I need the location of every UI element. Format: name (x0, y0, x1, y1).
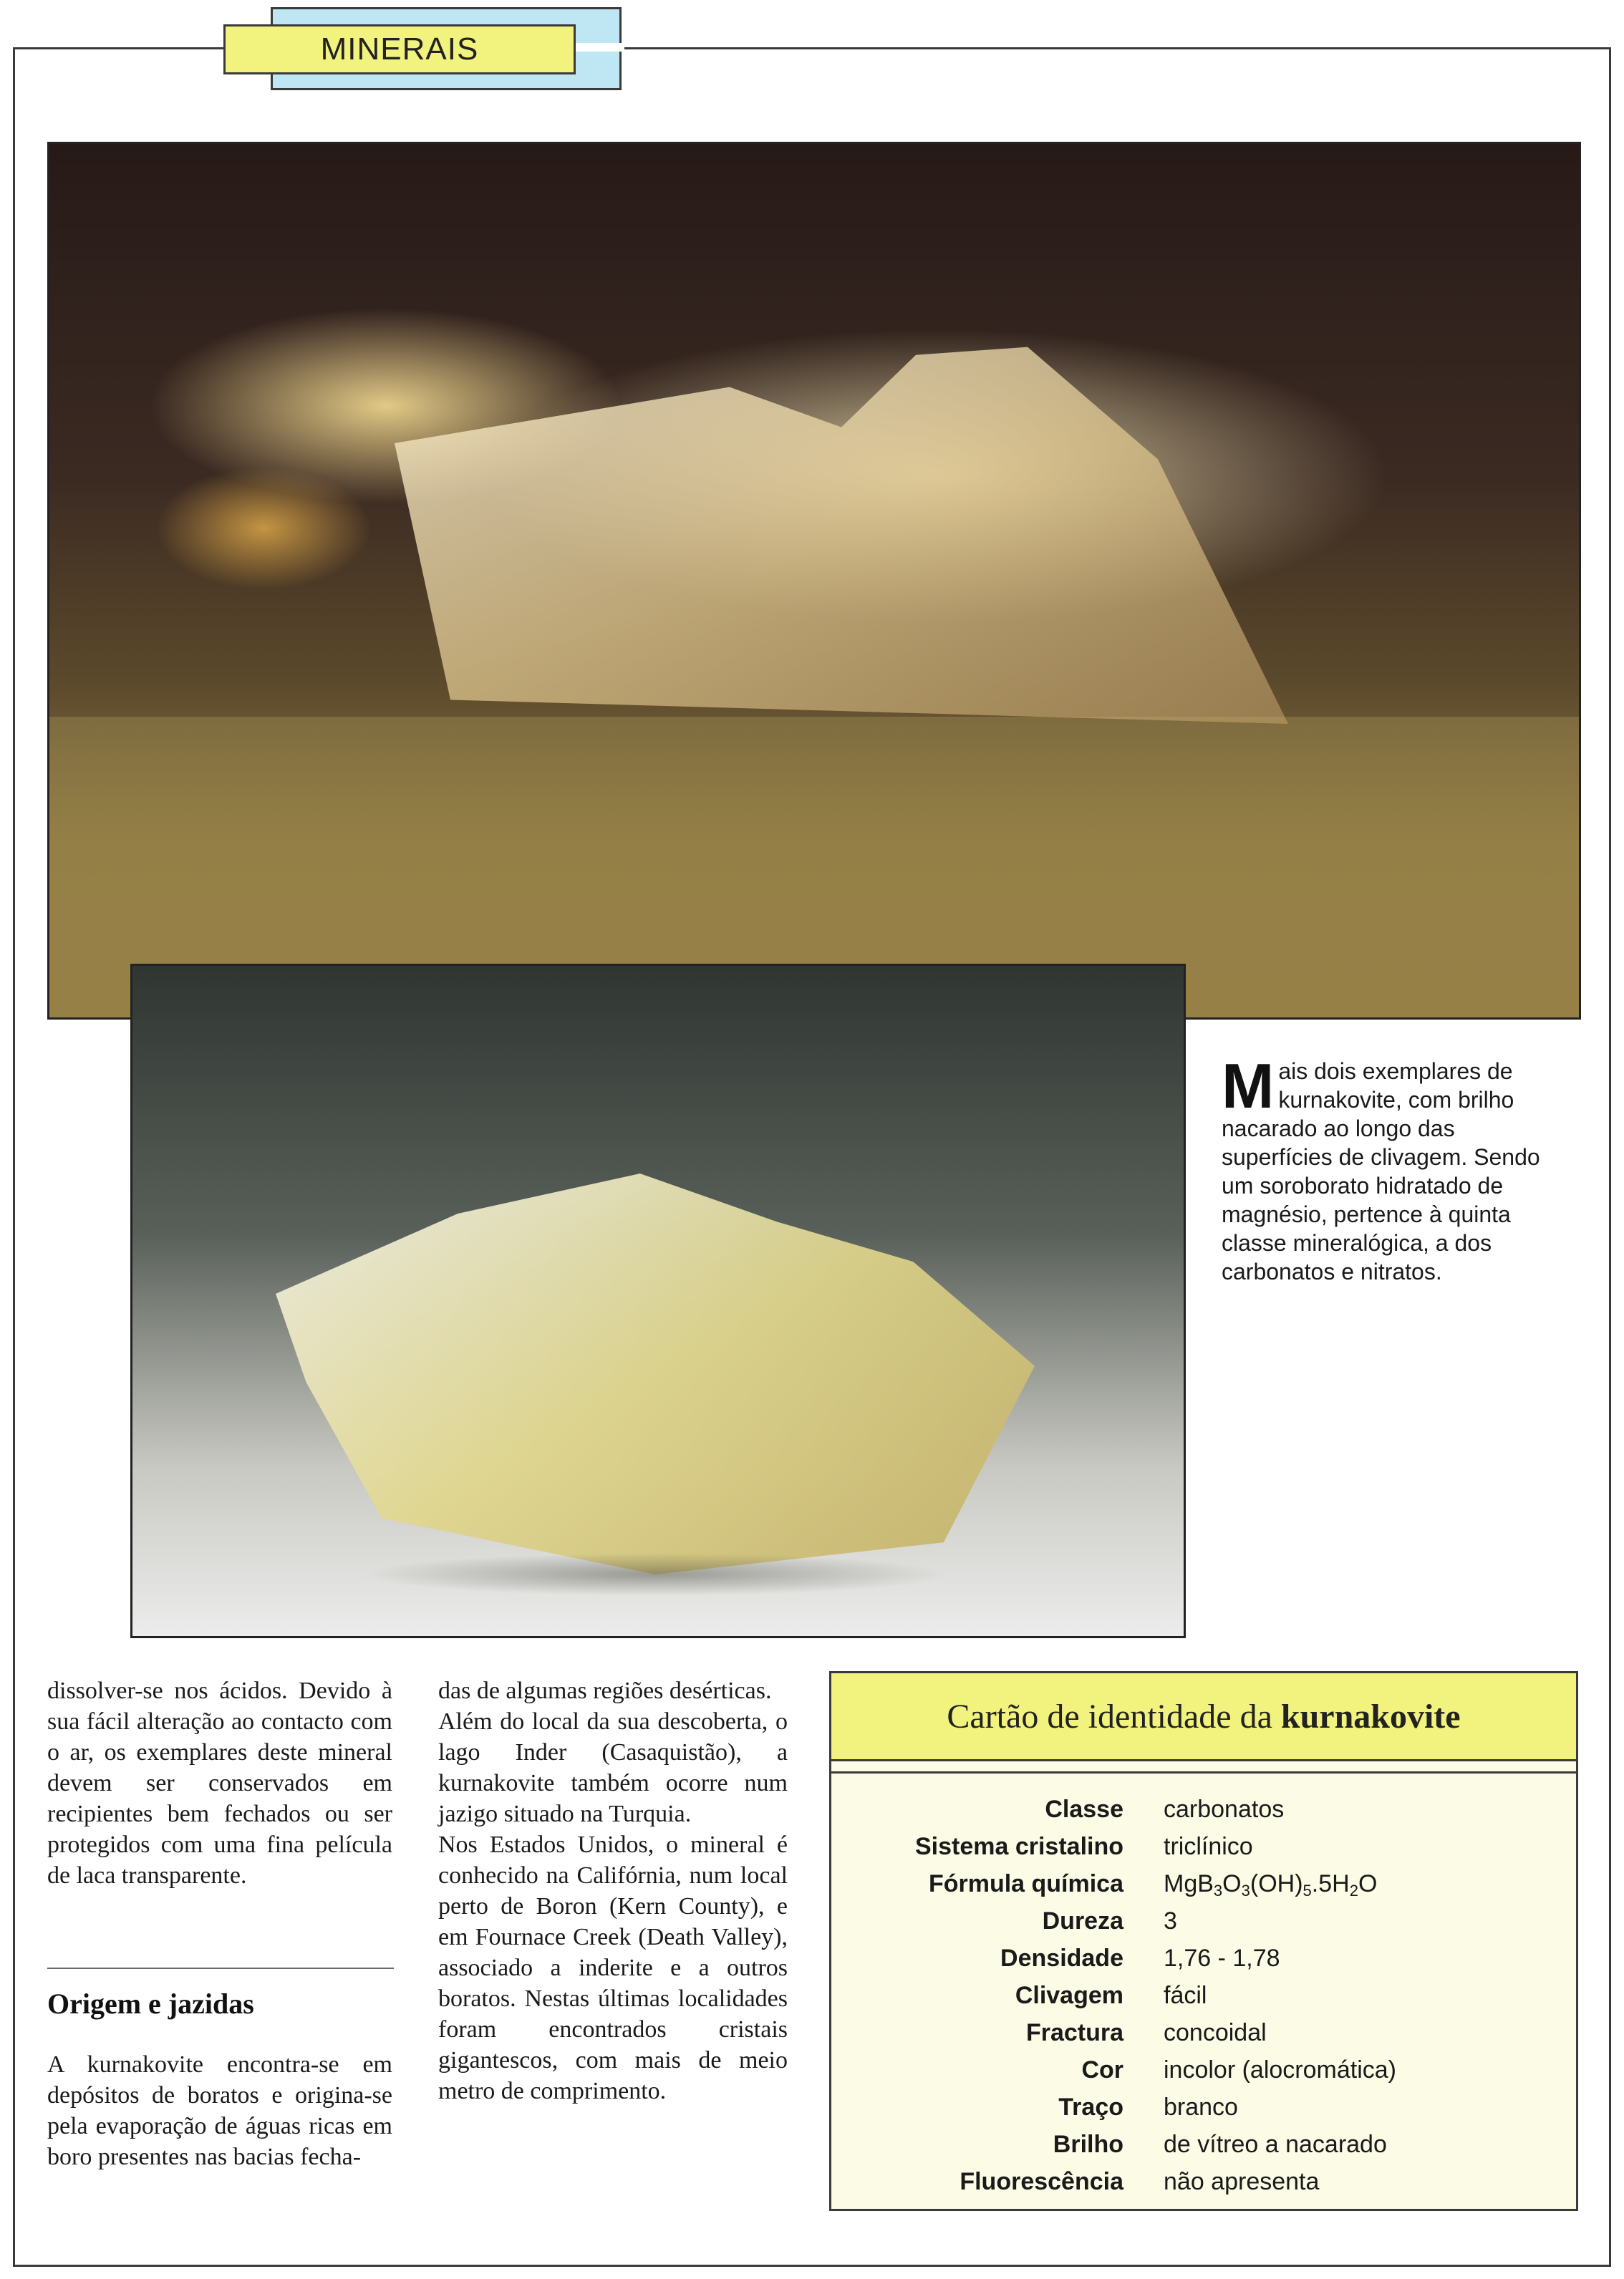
identity-card-value: não apresenta (1164, 2167, 1320, 2195)
identity-card-row (831, 2163, 1576, 2200)
identity-card-value: carbonatos (1164, 1795, 1285, 1823)
identity-card-label: Brilho (1053, 2130, 1123, 2158)
tab-gap (573, 43, 624, 52)
article-column-1-continued (47, 2049, 392, 2172)
article-paragraph: das de algumas regiões desérticas. (438, 1678, 772, 1704)
identity-card-row (831, 1865, 1576, 1902)
article-paragraph: dissolver-se nos ácidos. Devido à sua fácil alteração ao contacto com o ar, os exemplares deste mineral devem ser conservados em recipientes bem fechados ou ser protegidos com uma fina película de laca transparente. (47, 1678, 392, 1889)
article-paragraph: A kurnakovite encontra-se em depósitos de boratos e origina-se pela evaporação de águas ricas em boro presentes nas bacias fecha- (47, 2051, 392, 2170)
identity-card-label: Fractura (1025, 2018, 1123, 2046)
identity-card-value: triclínico (1164, 1832, 1253, 1860)
identity-card-label: Fórmula química (928, 1869, 1123, 1897)
inset-mineral-photo (130, 964, 1186, 1638)
identity-card-row (831, 1940, 1576, 1977)
identity-card-label: Densidade (1000, 1944, 1123, 1972)
identity-card-value: de vítreo a nacarado (1164, 2130, 1387, 2158)
identity-card-value: fácil (1164, 1981, 1207, 2009)
section-tab (223, 24, 576, 74)
identity-card-separator (831, 1761, 1576, 1774)
article-column-2 (438, 1675, 788, 2106)
crystal-specimen (357, 323, 1288, 724)
crystal-specimen-inset (276, 1174, 1035, 1574)
identity-card-label: Classe (1045, 1795, 1123, 1823)
identity-card-row (831, 1828, 1576, 1865)
section-heading: Origem e jazidas (47, 1988, 254, 2020)
identity-card-row (831, 2089, 1576, 2126)
identity-card-value: branco (1164, 2093, 1238, 2121)
identity-card-title-mineral: kurnakovite (1280, 1697, 1461, 1736)
identity-card-label: Dureza (1042, 1907, 1123, 1935)
caption-text: ais dois exemplares de kurnakovite, com brilho nacarado ao longo das superfícies de clivagem. Sendo um soroborato hidratado de magnésio, pertence à quinta classe mineralógica, a dos carbonatos e nitratos. (1222, 1058, 1540, 1284)
identity-card-label: Traço (1058, 2093, 1123, 2121)
identity-card-label: Cor (1081, 2056, 1123, 2084)
article-paragraph: Nos Estados Unidos, o mineral é conhecido na Califórnia, num local perto de Boron (Kern County), e em Fournace Creek (Death Valley), associado a inderite e a outros boratos. Nestas últimas localidades foram encontrados cristais gigantescos, com mais de meio metro de comprimento. (438, 1832, 788, 2104)
identity-card-value: 1,76 - 1,78 (1164, 1944, 1280, 1972)
article-paragraph: Além do local da sua descoberta, o lago Inder (Casaquistão), a kurnakovite também ocorre num jazigo situado na Turquia. (438, 1708, 788, 1827)
article-column-1 (47, 1675, 392, 1891)
section-label: MINERAIS (320, 32, 479, 67)
identity-card-label: Fluorescência (960, 2167, 1123, 2195)
identity-card-row (831, 1902, 1576, 1940)
identity-card-rows (831, 1774, 1576, 2200)
identity-card-title (831, 1673, 1576, 1761)
identity-card-value: $MgB_3O_3(OH)_5.5H_2O$ (1164, 1869, 1378, 1900)
identity-card-title-prefix: Cartão de identidade da (947, 1697, 1272, 1736)
caption-dropcap: M (1222, 1050, 1275, 1121)
identity-card-value: concoidal (1164, 2018, 1267, 2046)
identity-card-row (831, 2014, 1576, 2051)
main-mineral-photo (47, 142, 1581, 1020)
identity-card-value: incolor (alocromática) (1164, 2056, 1396, 2084)
identity-card-value: 3 (1164, 1907, 1177, 1935)
identity-card-row (831, 1791, 1576, 1828)
identity-card-label: Clivagem (1015, 1981, 1123, 2009)
identity-card (829, 1671, 1578, 2211)
identity-card-label: Sistema cristalino (914, 1832, 1123, 1860)
specimen-shadow (362, 1553, 949, 1596)
identity-card-row (831, 2051, 1576, 2089)
identity-card-row (831, 1977, 1576, 2014)
identity-card-row (831, 2126, 1576, 2163)
section-divider (47, 1968, 394, 1969)
photo-caption (1222, 1050, 1558, 1286)
